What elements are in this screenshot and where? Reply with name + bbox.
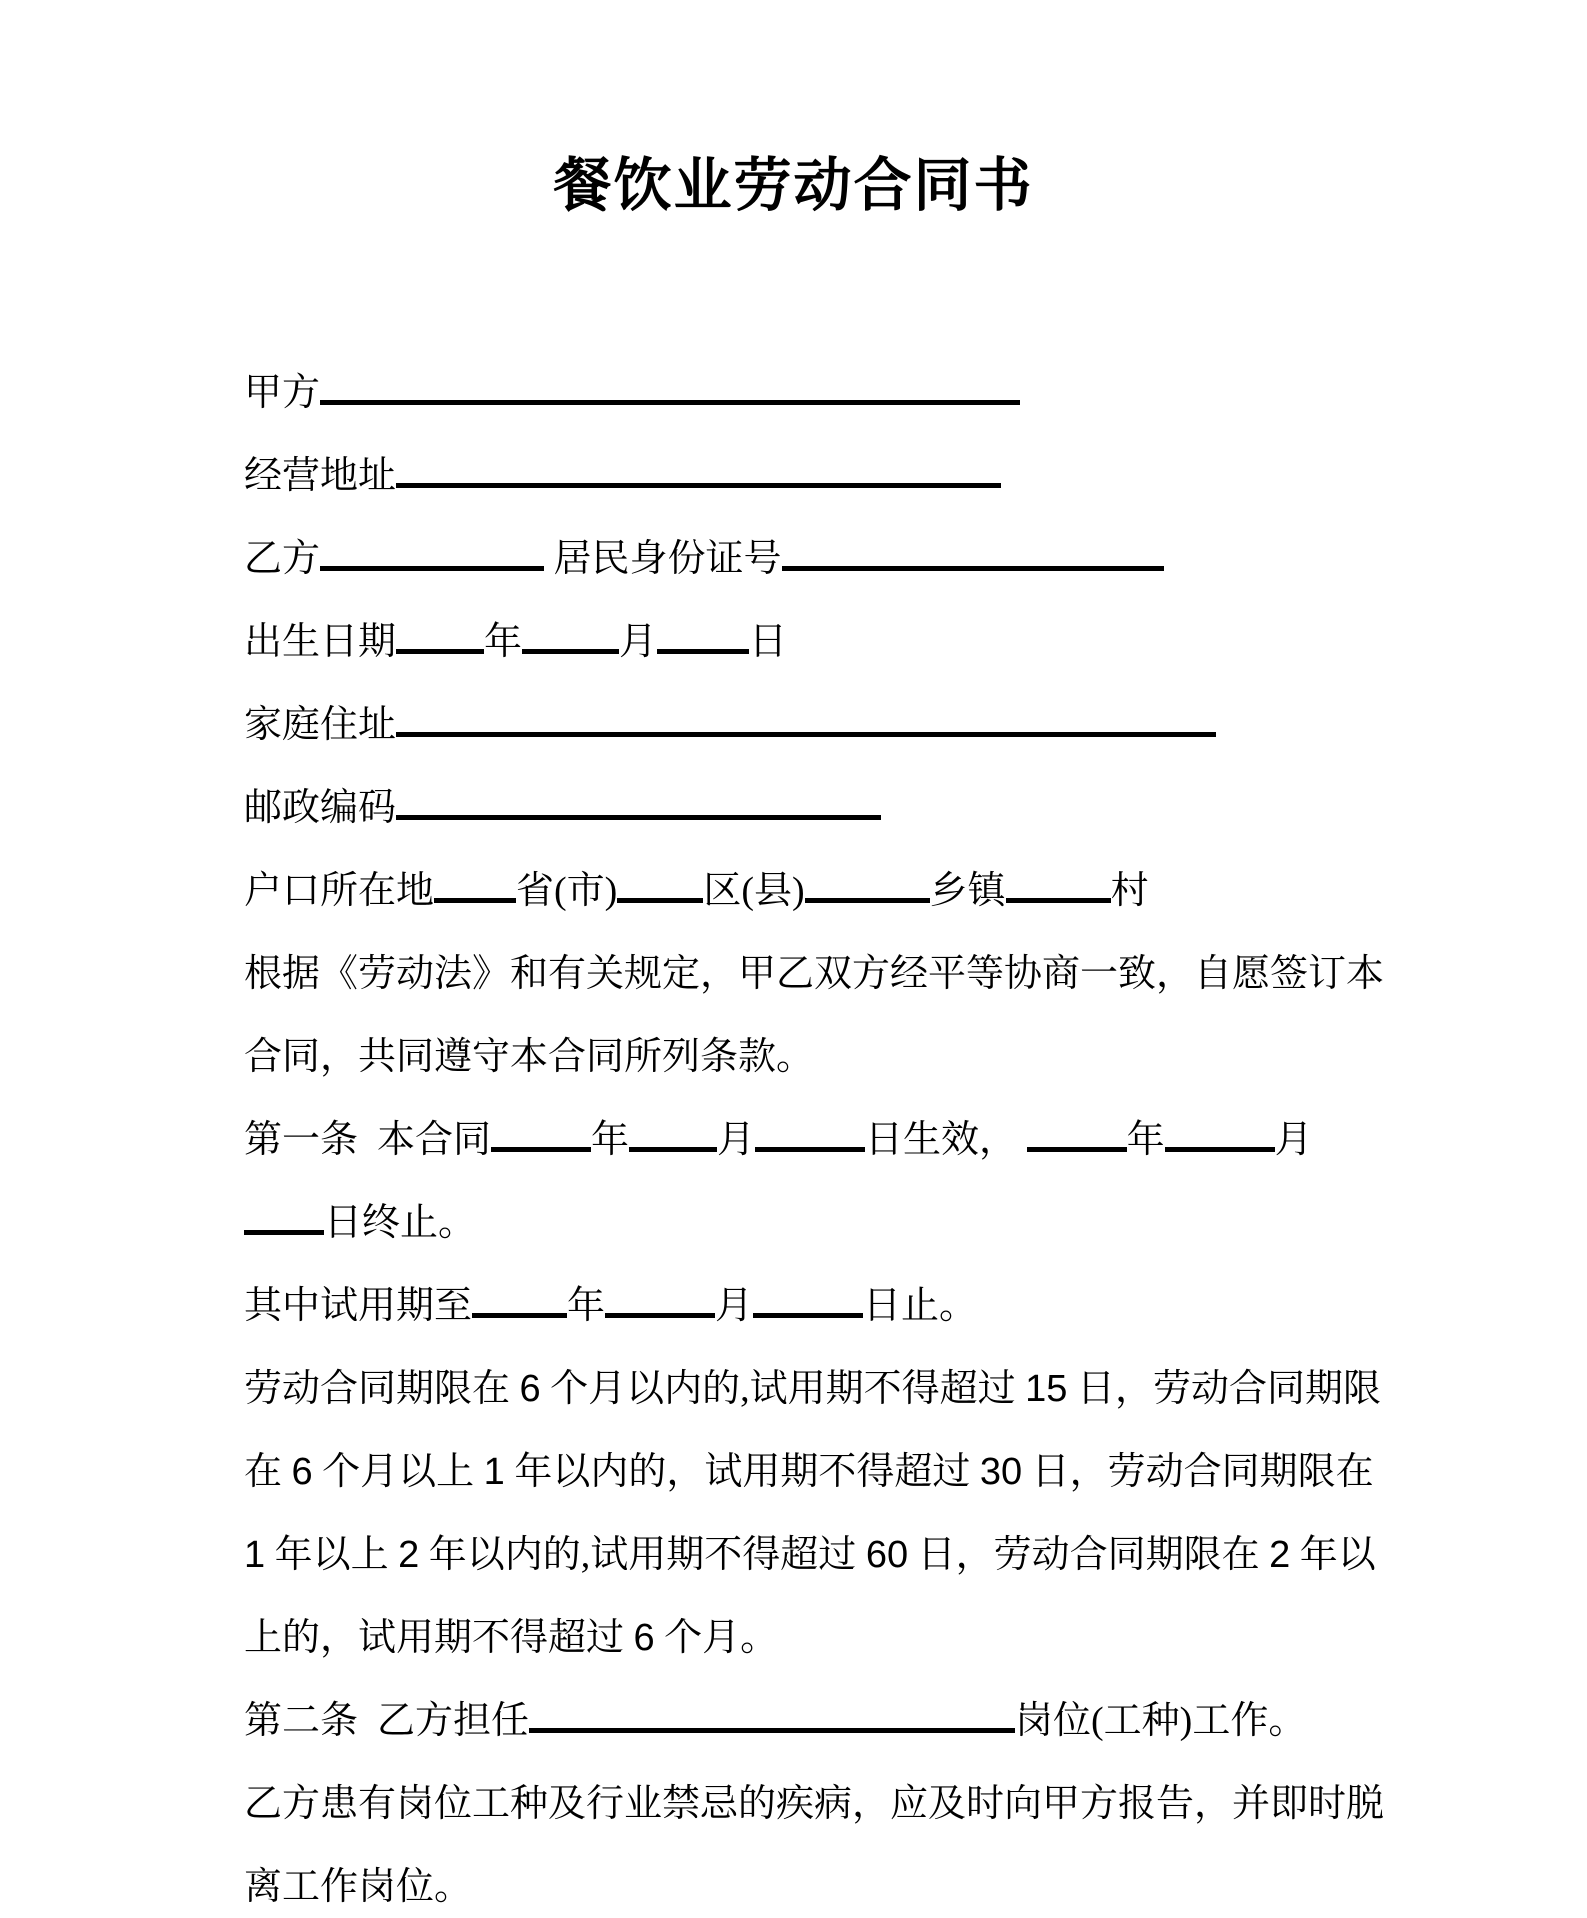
blank-underline bbox=[320, 396, 1020, 405]
blank-underline bbox=[657, 645, 749, 654]
blank-underline bbox=[617, 894, 703, 903]
text-segment bbox=[749, 621, 787, 663]
blank-underline bbox=[491, 1143, 591, 1152]
contract-line bbox=[244, 1348, 1381, 1431]
cjk-text: 年 bbox=[591, 1119, 630, 1161]
cjk-text: 月 bbox=[717, 1119, 756, 1161]
contract-line bbox=[244, 933, 1385, 1016]
text-segment bbox=[516, 870, 617, 912]
cjk-text: 月 bbox=[1274, 1119, 1313, 1161]
cjk-text: 年 bbox=[1126, 1119, 1165, 1161]
contract-line bbox=[244, 850, 1362, 933]
cjk-text: 甲方 bbox=[244, 372, 321, 414]
cjk-text: 第一条 本合同 bbox=[244, 1119, 492, 1161]
contract-line bbox=[244, 1680, 1362, 1763]
text-segment bbox=[244, 870, 434, 912]
text-segment bbox=[1111, 870, 1149, 912]
text-segment bbox=[244, 1866, 472, 1908]
cjk-text: 邮政编码 bbox=[244, 787, 397, 829]
contract-body bbox=[0, 352, 1587, 1918]
blank-underline bbox=[396, 728, 1216, 737]
text-segment bbox=[244, 1617, 778, 1659]
contract-line bbox=[244, 1182, 1362, 1265]
cjk-text: 年 bbox=[484, 621, 523, 663]
blank-underline bbox=[605, 1309, 715, 1318]
numeric-text: 6 bbox=[291, 1451, 313, 1493]
blank-underline bbox=[1165, 1143, 1275, 1152]
cjk-text: 乙方 bbox=[244, 538, 321, 580]
text-segment bbox=[324, 1202, 476, 1244]
contract-line bbox=[244, 1099, 1362, 1182]
cjk-text: 离工作岗位。 bbox=[244, 1866, 473, 1908]
cjk-text: 其中试用期至 bbox=[244, 1285, 473, 1327]
text-segment bbox=[244, 1700, 529, 1742]
text-segment bbox=[244, 372, 320, 414]
cjk-text: 日 bbox=[749, 621, 788, 663]
numeric-text: 2 bbox=[398, 1534, 420, 1576]
cjk-text: 户口所在地 bbox=[244, 870, 435, 912]
text-segment bbox=[1275, 1119, 1313, 1161]
contract-line bbox=[244, 1016, 1362, 1099]
text-segment bbox=[244, 1534, 1376, 1576]
contract-line bbox=[244, 684, 1362, 767]
cjk-text: 日，劳动合同期限在 bbox=[908, 1534, 1270, 1576]
contract-line bbox=[244, 1431, 1374, 1514]
cjk-text: 日，劳动合同期限 bbox=[1067, 1368, 1381, 1410]
numeric-text: 1 bbox=[483, 1451, 505, 1493]
text-segment bbox=[703, 870, 804, 912]
numeric-text: 6 bbox=[519, 1368, 541, 1410]
cjk-text: 根据《劳动法》和有关规定，甲乙双方经平等协商一致，自愿签订本 bbox=[244, 953, 1385, 995]
contract-line bbox=[244, 767, 1362, 850]
text-segment bbox=[715, 1285, 753, 1327]
contract-line bbox=[244, 601, 1362, 684]
cjk-text: 年 bbox=[567, 1285, 606, 1327]
cjk-text: 年以内的，试用期不得超过 bbox=[504, 1451, 980, 1493]
text-segment bbox=[1127, 1119, 1165, 1161]
contract-line bbox=[244, 518, 1362, 601]
text-segment bbox=[484, 621, 522, 663]
cjk-text: 日生效， bbox=[865, 1119, 1027, 1161]
cjk-text: 居民身份证号 bbox=[544, 538, 782, 580]
blank-underline bbox=[782, 562, 1164, 571]
text-segment bbox=[244, 1285, 472, 1327]
blank-underline bbox=[320, 562, 544, 571]
blank-underline bbox=[805, 894, 930, 903]
blank-underline bbox=[755, 1143, 865, 1152]
cjk-text: 岗位(工种)工作。 bbox=[1015, 1700, 1307, 1742]
text-segment bbox=[863, 1285, 977, 1327]
text-segment bbox=[244, 1451, 1374, 1493]
contract-line bbox=[244, 1597, 1362, 1680]
blank-underline bbox=[1027, 1143, 1127, 1152]
page-title: 餐饮业劳动合同书 bbox=[553, 153, 1034, 218]
cjk-text: 日止。 bbox=[863, 1285, 978, 1327]
text-segment bbox=[865, 1119, 1027, 1161]
blank-underline bbox=[396, 645, 484, 654]
text-segment bbox=[1015, 1700, 1306, 1742]
blank-underline bbox=[529, 1724, 1015, 1733]
text-segment bbox=[244, 621, 396, 663]
cjk-text: 乡镇 bbox=[929, 870, 1006, 912]
blank-underline bbox=[396, 811, 881, 820]
text-segment bbox=[930, 870, 1006, 912]
contract-line bbox=[244, 435, 1362, 518]
contract-line bbox=[244, 1265, 1362, 1348]
contract-line bbox=[244, 1846, 1362, 1918]
text-segment bbox=[244, 1036, 814, 1078]
cjk-text: 区(县) bbox=[703, 870, 805, 912]
text-segment bbox=[244, 1783, 1384, 1825]
blank-underline bbox=[753, 1309, 863, 1318]
blank-underline bbox=[434, 894, 516, 903]
blank-underline bbox=[472, 1309, 567, 1318]
cjk-text: 合同，共同遵守本合同所列条款。 bbox=[244, 1036, 815, 1078]
cjk-text: 上的，试用期不得超过 bbox=[244, 1617, 634, 1659]
cjk-text: 年以内的,试用期不得超过 bbox=[419, 1534, 866, 1576]
cjk-text: 月 bbox=[619, 621, 658, 663]
text-segment bbox=[544, 538, 782, 580]
cjk-text: 日终止。 bbox=[324, 1202, 477, 1244]
cjk-text: 乙方患有岗位工种及行业禁忌的疾病，应及时向甲方报告，并即时脱 bbox=[244, 1783, 1385, 1825]
text-segment bbox=[717, 1119, 755, 1161]
blank-underline bbox=[1006, 894, 1111, 903]
cjk-text: 在 bbox=[244, 1451, 292, 1493]
cjk-text: 村 bbox=[1110, 870, 1149, 912]
cjk-text: 经营地址 bbox=[244, 455, 397, 497]
text-segment bbox=[244, 787, 396, 829]
cjk-text: 个月。 bbox=[654, 1617, 779, 1659]
cjk-text: 个月以内的,试用期不得超过 bbox=[540, 1368, 1026, 1410]
cjk-text: 劳动合同期限在 bbox=[244, 1368, 520, 1410]
numeric-text: 2 bbox=[1269, 1534, 1291, 1576]
text-segment bbox=[244, 455, 396, 497]
blank-underline bbox=[396, 479, 1001, 488]
text-segment bbox=[591, 1119, 629, 1161]
numeric-text: 30 bbox=[979, 1451, 1023, 1493]
text-segment bbox=[244, 538, 320, 580]
cjk-text: 家庭住址 bbox=[244, 704, 397, 746]
numeric-text: 15 bbox=[1025, 1368, 1068, 1410]
contract-line bbox=[244, 1514, 1376, 1597]
cjk-text: 日，劳动合同期限在 bbox=[1022, 1451, 1374, 1493]
text-segment bbox=[619, 621, 657, 663]
blank-underline bbox=[244, 1226, 324, 1235]
text-segment bbox=[567, 1285, 605, 1327]
cjk-text: 月 bbox=[715, 1285, 754, 1327]
blank-underline bbox=[522, 645, 619, 654]
cjk-text: 第二条 乙方担任 bbox=[244, 1700, 530, 1742]
text-segment bbox=[244, 953, 1384, 995]
cjk-text: 个月以上 bbox=[312, 1451, 484, 1493]
cjk-text: 年以上 bbox=[265, 1534, 399, 1576]
contract-line bbox=[244, 352, 1362, 435]
numeric-text: 60 bbox=[865, 1534, 909, 1576]
blank-underline bbox=[629, 1143, 717, 1152]
text-segment bbox=[244, 1119, 491, 1161]
numeric-text: 6 bbox=[633, 1617, 655, 1659]
cjk-text: 出生日期 bbox=[244, 621, 397, 663]
cjk-text: 年以 bbox=[1290, 1534, 1376, 1576]
numeric-text: 1 bbox=[244, 1534, 266, 1576]
text-segment bbox=[244, 1368, 1381, 1410]
contract-line bbox=[244, 1763, 1385, 1846]
cjk-text: 省(市) bbox=[516, 870, 618, 912]
text-segment bbox=[244, 704, 396, 746]
